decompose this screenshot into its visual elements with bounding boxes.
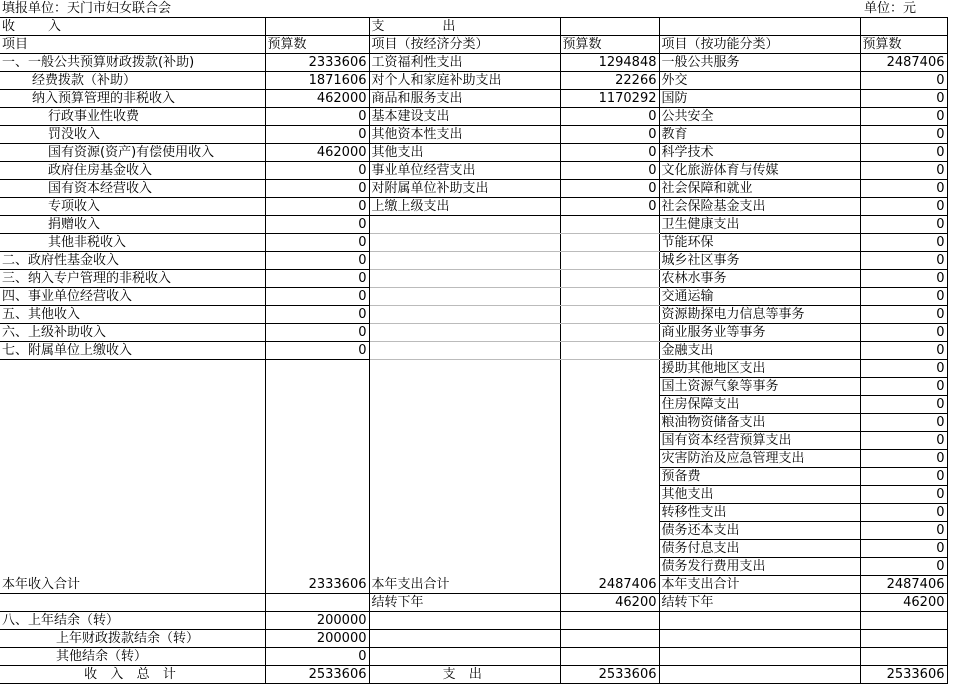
table-row xyxy=(0,414,947,432)
budget-table xyxy=(0,17,948,684)
summary-value: 2487406 xyxy=(560,576,659,594)
income-item-label: 行政事业性收费 xyxy=(0,108,265,126)
table-row xyxy=(0,72,947,90)
func-item-value: 0 xyxy=(860,540,947,558)
func-item-label: 城乡社区事务 xyxy=(659,252,860,270)
income-item-label: 罚没收入 xyxy=(0,126,265,144)
func-item-label: 节能环保 xyxy=(659,234,860,252)
func-item-value: 0 xyxy=(860,252,947,270)
income-item-label: 政府住房基金收入 xyxy=(0,162,265,180)
econ-item-label: 上缴上级支出 xyxy=(369,198,560,216)
prev-balance-row xyxy=(0,612,947,630)
func-item-value: 0 xyxy=(860,216,947,234)
income-item-value: 0 xyxy=(265,126,369,144)
total-row xyxy=(0,576,947,594)
summary-label: 其他结余（转） xyxy=(0,648,265,666)
income-item-value: 0 xyxy=(265,198,369,216)
income-item-value: 2333606 xyxy=(265,54,369,72)
func-item-label: 其他支出 xyxy=(659,486,860,504)
func-item-label: 卫生健康支出 xyxy=(659,216,860,234)
table-row xyxy=(0,54,947,72)
summary-value: 200000 xyxy=(265,612,369,630)
func-item-value: 0 xyxy=(860,180,947,198)
income-item-value: 0 xyxy=(265,324,369,342)
func-item-value: 0 xyxy=(860,324,947,342)
income-item-label: 一、一般公共预算财政拨款(补助) xyxy=(0,54,265,72)
income-item-value: 0 xyxy=(265,342,369,360)
col-func-budget: 预算数 xyxy=(860,36,947,54)
econ-item-label: 事业单位经营支出 xyxy=(369,162,560,180)
func-item-value: 0 xyxy=(860,486,947,504)
func-item-value: 0 xyxy=(860,504,947,522)
table-row xyxy=(0,504,947,522)
summary-value: 2533606 xyxy=(265,666,369,684)
econ-item-label: 工资福利性支出 xyxy=(369,54,560,72)
func-item-label: 国有资本经营预算支出 xyxy=(659,432,860,450)
table-row xyxy=(0,126,947,144)
table-row xyxy=(0,486,947,504)
func-item-label: 外交 xyxy=(659,72,860,90)
func-item-value: 0 xyxy=(860,360,947,378)
func-item-value: 0 xyxy=(860,162,947,180)
func-item-label: 科学技术 xyxy=(659,144,860,162)
income-item-label: 三、纳入专户管理的非税收入 xyxy=(0,270,265,288)
table-row xyxy=(0,342,947,360)
col-income-item: 项目 xyxy=(0,36,265,54)
table-row xyxy=(0,378,947,396)
column-header-row xyxy=(0,36,947,54)
income-item-label: 其他非税收入 xyxy=(0,234,265,252)
summary-value: 2333606 xyxy=(265,576,369,594)
table-row xyxy=(0,288,947,306)
func-item-value: 0 xyxy=(860,198,947,216)
func-item-label: 国防 xyxy=(659,90,860,108)
income-item-label: 捐赠收入 xyxy=(0,216,265,234)
section-row xyxy=(0,18,947,36)
func-item-value: 0 xyxy=(860,342,947,360)
func-item-label: 交通运输 xyxy=(659,288,860,306)
income-item-value: 0 xyxy=(265,270,369,288)
summary-label: 支 出 xyxy=(369,666,560,684)
econ-item-value: 0 xyxy=(560,144,659,162)
summary-value: 2487406 xyxy=(860,576,947,594)
report-unit: 填报单位：天门市妇女联合会 xyxy=(2,1,172,16)
table-row xyxy=(0,162,947,180)
econ-item-value: 1294848 xyxy=(560,54,659,72)
grand-total-row xyxy=(0,666,947,684)
summary-value: 2533606 xyxy=(560,666,659,684)
func-item-label: 农林水事务 xyxy=(659,270,860,288)
summary-label: 上年财政拨款结余（转） xyxy=(0,630,265,648)
func-item-value: 0 xyxy=(860,306,947,324)
func-item-value: 0 xyxy=(860,468,947,486)
func-item-value: 0 xyxy=(860,108,947,126)
currency-unit: 单位：元 xyxy=(864,1,917,16)
income-item-value: 462000 xyxy=(265,90,369,108)
summary-label: 结转下年 xyxy=(369,594,560,612)
income-item-label: 二、政府性基金收入 xyxy=(0,252,265,270)
table-row xyxy=(0,306,947,324)
table-row xyxy=(0,198,947,216)
table-row xyxy=(0,450,947,468)
func-item-label: 国土资源气象等事务 xyxy=(659,378,860,396)
func-item-value: 0 xyxy=(860,396,947,414)
summary-value: 46200 xyxy=(860,594,947,612)
income-item-label: 专项收入 xyxy=(0,198,265,216)
func-item-label: 商业服务业等事务 xyxy=(659,324,860,342)
econ-item-value: 1170292 xyxy=(560,90,659,108)
table-row xyxy=(0,468,947,486)
func-item-label: 教育 xyxy=(659,126,860,144)
econ-item-label: 其他资本性支出 xyxy=(369,126,560,144)
income-item-label: 六、上级补助收入 xyxy=(0,324,265,342)
table-row xyxy=(0,324,947,342)
other-balance-row xyxy=(0,648,947,666)
income-item-label: 七、附属单位上缴收入 xyxy=(0,342,265,360)
table-row xyxy=(0,558,947,576)
summary-label: 本年收入合计 xyxy=(0,576,265,594)
func-item-value: 2487406 xyxy=(860,54,947,72)
func-item-value: 0 xyxy=(860,378,947,396)
income-item-value: 0 xyxy=(265,306,369,324)
col-econ-item: 项目（按经济分类） xyxy=(369,36,560,54)
func-item-label: 援助其他地区支出 xyxy=(659,360,860,378)
income-item-label: 五、其他收入 xyxy=(0,306,265,324)
func-item-label: 公共安全 xyxy=(659,108,860,126)
table-row xyxy=(0,90,947,108)
income-item-value: 0 xyxy=(265,180,369,198)
income-item-value: 0 xyxy=(265,252,369,270)
table-row xyxy=(0,540,947,558)
summary-value: 46200 xyxy=(560,594,659,612)
table-row xyxy=(0,432,947,450)
table-row xyxy=(0,144,947,162)
func-item-label: 金融支出 xyxy=(659,342,860,360)
econ-item-label: 对附属单位补助支出 xyxy=(369,180,560,198)
income-item-value: 0 xyxy=(265,162,369,180)
summary-value: 2533606 xyxy=(860,666,947,684)
func-item-value: 0 xyxy=(860,144,947,162)
func-item-label: 灾害防治及应急管理支出 xyxy=(659,450,860,468)
func-item-value: 0 xyxy=(860,72,947,90)
income-item-value: 0 xyxy=(265,234,369,252)
func-item-label: 社会保险基金支出 xyxy=(659,198,860,216)
econ-item-label: 商品和服务支出 xyxy=(369,90,560,108)
econ-item-value: 0 xyxy=(560,198,659,216)
func-item-label: 一般公共服务 xyxy=(659,54,860,72)
func-item-value: 0 xyxy=(860,126,947,144)
prev-fiscal-row xyxy=(0,630,947,648)
income-item-label: 国有资本经营收入 xyxy=(0,180,265,198)
func-item-value: 0 xyxy=(860,522,947,540)
func-item-label: 社会保障和就业 xyxy=(659,180,860,198)
expense-section-label: 支 出 xyxy=(369,18,560,36)
econ-item-label: 其他支出 xyxy=(369,144,560,162)
col-income-budget: 预算数 xyxy=(265,36,369,54)
income-item-label: 国有资源(资产)有偿使用收入 xyxy=(0,144,265,162)
func-item-value: 0 xyxy=(860,558,947,576)
income-item-label: 四、事业单位经营收入 xyxy=(0,288,265,306)
table-row xyxy=(0,522,947,540)
econ-item-value: 0 xyxy=(560,180,659,198)
func-item-value: 0 xyxy=(860,90,947,108)
summary-label: 结转下年 xyxy=(659,594,860,612)
table-row xyxy=(0,396,947,414)
income-section-label: 收 入 xyxy=(0,18,265,36)
func-item-value: 0 xyxy=(860,432,947,450)
summary-value: 0 xyxy=(265,648,369,666)
econ-item-value: 22266 xyxy=(560,72,659,90)
col-func-item: 项目（按功能分类） xyxy=(659,36,860,54)
summary-label: 本年支出合计 xyxy=(369,576,560,594)
func-item-label: 债务发行费用支出 xyxy=(659,558,860,576)
income-item-label: 经费拨款（补助） xyxy=(0,72,265,90)
func-item-label: 资源勘探电力信息等事务 xyxy=(659,306,860,324)
econ-item-value: 0 xyxy=(560,108,659,126)
func-item-value: 0 xyxy=(860,234,947,252)
col-econ-budget: 预算数 xyxy=(560,36,659,54)
func-item-label: 粮油物资储备支出 xyxy=(659,414,860,432)
func-item-label: 债务还本支出 xyxy=(659,522,860,540)
table-row xyxy=(0,180,947,198)
income-item-value: 462000 xyxy=(265,144,369,162)
func-item-value: 0 xyxy=(860,270,947,288)
table-row xyxy=(0,360,947,378)
table-row xyxy=(0,216,947,234)
func-item-value: 0 xyxy=(860,288,947,306)
econ-item-value: 0 xyxy=(560,162,659,180)
income-item-value: 1871606 xyxy=(265,72,369,90)
table-row xyxy=(0,270,947,288)
econ-item-value: 0 xyxy=(560,126,659,144)
func-item-label: 转移性支出 xyxy=(659,504,860,522)
func-item-label: 预备费 xyxy=(659,468,860,486)
income-item-label: 纳入预算管理的非税收入 xyxy=(0,90,265,108)
summary-label: 收 入 总 计 xyxy=(0,666,265,684)
func-item-label: 债务付息支出 xyxy=(659,540,860,558)
income-item-value: 0 xyxy=(265,216,369,234)
table-row xyxy=(0,252,947,270)
table-row xyxy=(0,108,947,126)
carry-row xyxy=(0,594,947,612)
func-item-label: 文化旅游体育与传媒 xyxy=(659,162,860,180)
table-row xyxy=(0,234,947,252)
summary-label: 本年支出合计 xyxy=(659,576,860,594)
econ-item-label: 对个人和家庭补助支出 xyxy=(369,72,560,90)
summary-value: 200000 xyxy=(265,630,369,648)
econ-item-label: 基本建设支出 xyxy=(369,108,560,126)
func-item-value: 0 xyxy=(860,414,947,432)
func-item-value: 0 xyxy=(860,450,947,468)
func-item-label: 住房保障支出 xyxy=(659,396,860,414)
income-item-value: 0 xyxy=(265,288,369,306)
summary-label: 八、上年结余（转） xyxy=(0,612,265,630)
income-item-value: 0 xyxy=(265,108,369,126)
